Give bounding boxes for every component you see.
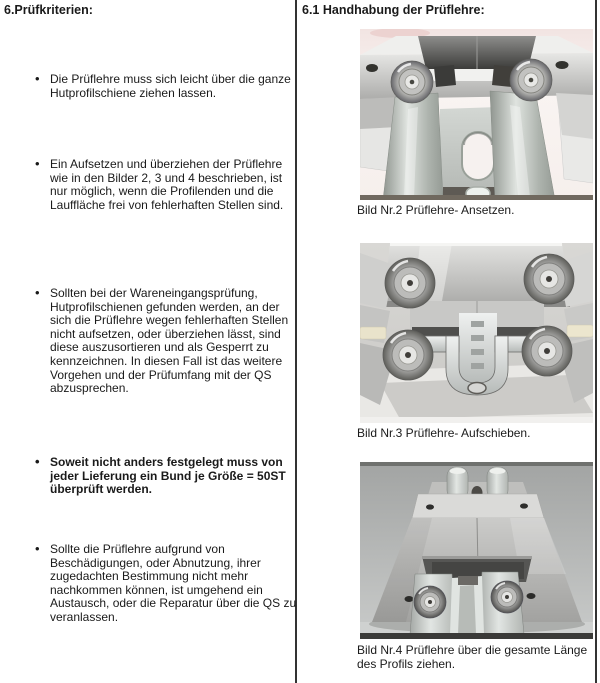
photo-bild-4-ziehen [360, 462, 593, 639]
photo-bild-3-aufschieben [360, 243, 593, 423]
bullet-marker: • [35, 285, 40, 300]
bullet-text: Sollte die Prüflehre aufgrund von Beschädigungen, oder Abnutzung, ihrer zugedachten Bestimmung nicht mehr nachkommen können, ist umgehend ein Austausch, oder die Reparatur über die QS zu veranlassen. [50, 542, 297, 624]
bullet-item [35, 156, 300, 212]
bullet-marker: • [35, 541, 40, 556]
bullet-marker: • [35, 156, 40, 171]
photo-bild-2-ansetzen [360, 29, 593, 200]
figure-caption: Bild Nr.2 Prüflehre- Ansetzen. [357, 203, 515, 217]
bullet-text: Ein Aufsetzen und überziehen der Prüflehre wie in den Bilder 2, 3 und 4 beschrieben, ist nur möglich, wenn die Profilenden und die Lauffläche frei von fehlerhaften Stellen sind. [50, 157, 284, 212]
figure-bild-4 [360, 462, 593, 639]
bullet-item [35, 454, 300, 497]
figure-bild-2 [360, 29, 593, 200]
bullet-item [35, 285, 300, 396]
bullet-text: Sollten bei der Wareneingangsprüfung, Hutprofilschienen gefunden werden, an der sich die Prüflehre wegen fehlerhaften Stellen nicht aufsetzen, oder überziehen lässt, sind diese auszusortieren und als Gesperrt zu kennzeichnen. In diesen Fall ist das weitere Vorgehen und der Prüfumfang mit der QS abzusprechen. [50, 286, 289, 396]
right-border-line [595, 0, 597, 683]
right-column-heading: 6.1 Handhabung der Prüflehre: [302, 3, 485, 17]
figure-bild-3 [360, 243, 593, 423]
bullet-marker: • [35, 71, 40, 86]
left-column-heading: 6.Prüfkriterien: [4, 3, 93, 17]
bullet-text: Die Prüflehre muss sich leicht über die ganze Hutprofilschiene ziehen lassen. [50, 72, 291, 100]
bullet-item [35, 71, 300, 100]
figure-caption: Bild Nr.3 Prüflehre- Aufschieben. [357, 426, 531, 440]
bullet-item [35, 541, 300, 625]
figure-caption: Bild Nr.4 Prüflehre über die gesamte Länge des Profils ziehen. [357, 643, 588, 671]
bullet-marker: • [35, 454, 40, 469]
bullet-text: Soweit nicht anders festgelegt muss von jeder Lieferung ein Bund je Größe = 50ST überprüft werden. [50, 455, 286, 497]
